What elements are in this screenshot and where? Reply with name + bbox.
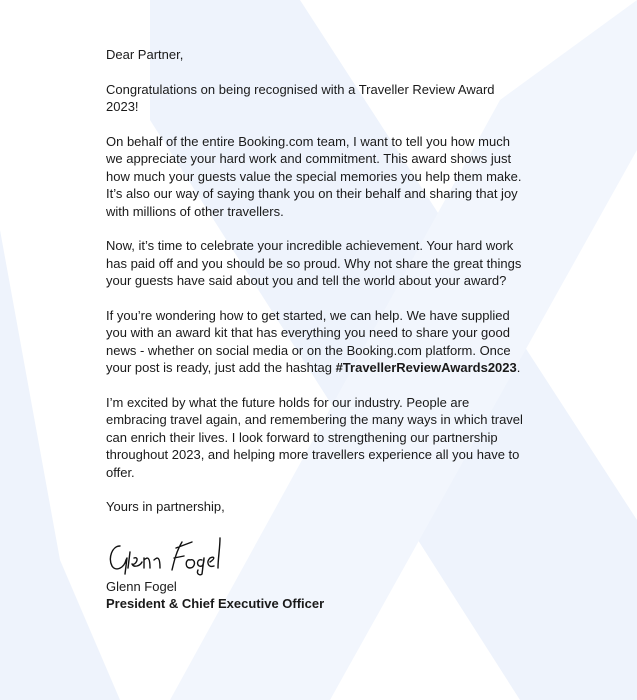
handwritten-signature bbox=[106, 528, 526, 578]
hashtag: #TravellerReviewAwards2023 bbox=[335, 360, 517, 375]
signer-name: Glenn Fogel bbox=[106, 578, 177, 594]
award-kit-paragraph bbox=[106, 307, 526, 377]
greeting: Dear Partner, bbox=[106, 47, 184, 62]
future-paragraph: I’m excited by what the future holds for our industry. People are embracing travel again, and remembering the many ways in which travel can enrich their lives. I look forward to strengthening our partnership throughout 2023, and helping more travellers experience all you have to offer. bbox=[106, 394, 523, 480]
celebrate-paragraph: Now, it’s time to celebrate your incredible achievement. Your hard work has paid off and you should be so proud. Why not share the great things your guests have said about you and tell the world about your award? bbox=[106, 238, 522, 288]
letter-body bbox=[106, 46, 526, 613]
appreciation-paragraph: On behalf of the entire Booking.com team, I want to tell you how much we appreciate your hard work and commitment. This award shows just how much your guests value the special memories you help them make. It’s also our way of saying thank you on their behalf and sharing that joy with millions of other travellers. bbox=[106, 133, 522, 219]
award-kit-text: If you’re wondering how to get started, we can help. We have supplied you with an award kit that has everything you need to share your good news - whether on social media or on the Booking.com platform. Once your post is ready, just add the hashtag bbox=[106, 307, 511, 375]
closing: Yours in partnership, bbox=[106, 499, 225, 514]
congratulations-paragraph: Congratulations on being recognised with a Traveller Review Award 2023! bbox=[106, 81, 495, 114]
award-kit-end: . bbox=[516, 360, 521, 375]
signer-title: President & Chief Executive Officer bbox=[106, 596, 325, 611]
